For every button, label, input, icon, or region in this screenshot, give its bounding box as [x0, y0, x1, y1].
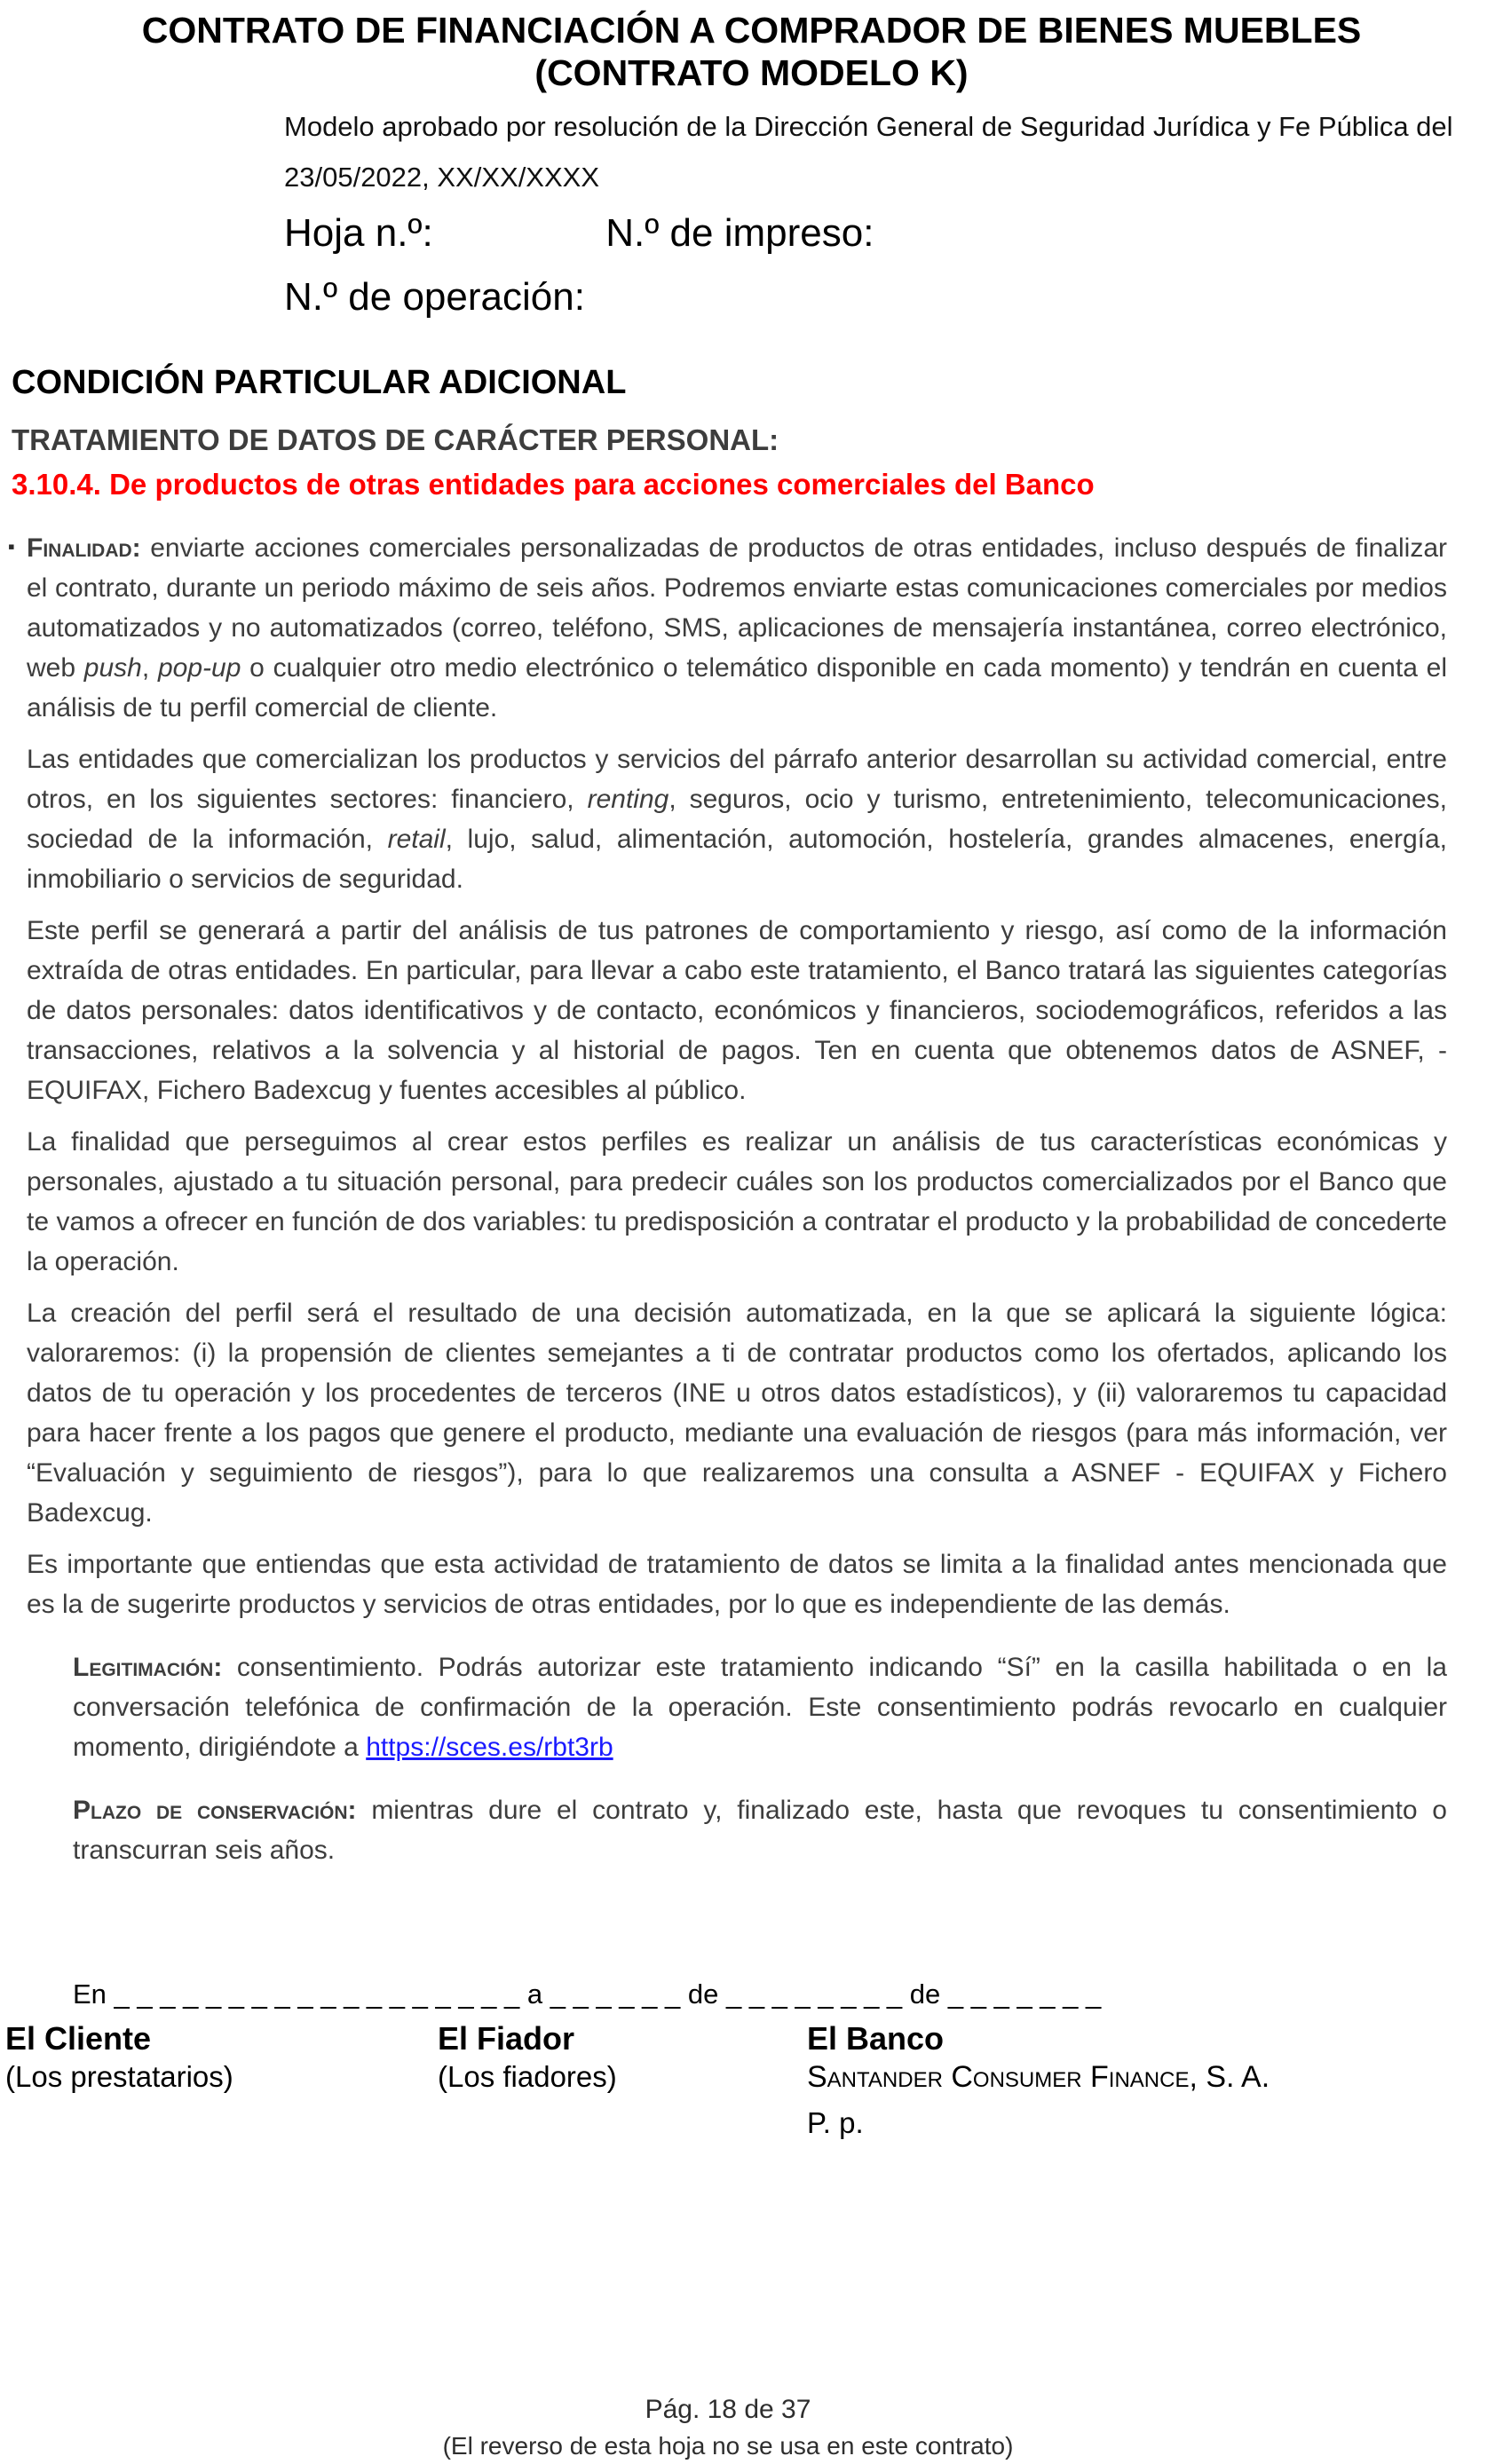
paragraph [8, 528, 1448, 728]
bullet-square-icon: ▪ [8, 535, 15, 557]
signer-role-subtitle: (Los fiadores) [438, 2060, 617, 2093]
body-text-run: mientras dure el contrato y, finalizado este, hasta que revoques tu consentimiento o transcurran seis años. [73, 1796, 1447, 1865]
body-text-run: La finalidad que perseguimos al crear estos perfiles es realizar un análisis de tus características económicas y personales, ajustado a tu situación personal, para predecir cuáles son los productos comercializados por el Banco que te vamos a ofrecer en función de dos variables: tu predisposición a contratar el producto y la probabilidad de concederte la operación. [27, 1127, 1447, 1276]
paragraph [27, 1647, 1447, 1767]
body-text-run: Este perfil se generará a partir del análisis de tus patrones de comportamiento y riesgo, así como de la información extraída de otras entidades. En particular, para llevar a cabo este tratamiento, el Banco tratará las siguientes categorías de datos personales: datos identificativos y de contacto, económicos y financieros, sociodemográficos, referidos a las transacciones, relativos a la solvencia y al historial de pagos. Ten en cuenta que obtenemos datos de ASNEF, -EQUIFAX, Fichero Badexcug y fuentes accesibles al público. [27, 916, 1447, 1105]
body-text-run: Las entidades que comercializan los productos y servicios del párrafo anterior desarrollan su actividad comercial, entre otros, en los siguientes sectores: financiero, [27, 745, 1447, 814]
header-meta-block [284, 101, 1503, 329]
body-text-run: Es importante que entiendas que esta actividad de tratamiento de datos se limita a la finalidad antes mencionada que es la de sugerirte productos y servicios de otras entidades, por lo que es independiente de las demás. [27, 1550, 1447, 1619]
operation-number-label: N.º de operación: [284, 275, 585, 319]
paragraph [27, 1293, 1447, 1533]
paragraph [27, 1544, 1447, 1624]
signer-role-subtitle: (Los prestatarios) [5, 2060, 233, 2093]
smallcaps-keyword: Finalidad: [27, 533, 141, 563]
body-text-run: , [141, 653, 158, 683]
smallcaps-keyword: Legitimación: [73, 1653, 223, 1682]
signer-role-label: El Cliente [5, 2020, 152, 2057]
signature-column [438, 2019, 807, 2142]
body-text-run: consentimiento. Podrás autorizar este tratamiento indicando “Sí” en la casilla habilitada o en la conversación telefónica de confirmación de la operación. Este consentimiento podrás revocarlo en cualquier momento, dirigiéndote a [73, 1653, 1447, 1762]
signer-role-label: El Fiador [438, 2020, 575, 2057]
approval-resolution-line2: 23/05/2022, XX/XX/XXXX [284, 162, 600, 193]
place-date-fill-line: En _ _ _ _ _ _ _ _ _ _ _ _ _ _ _ _ _ _ a _ _ _ _ _ _ de _ _ _ _ _ _ _ _ de _ _ _ _ _ _ _ [73, 1978, 1102, 2010]
signer-role-label: El Banco [807, 2020, 945, 2057]
body-text-run: , lujo, salud, alimentación, automoción, hostelería, grandes almacenes, energía, inmobiliario o servicios de seguridad. [27, 825, 1447, 894]
italic-term: pop-up [157, 653, 241, 683]
italic-term: retail [387, 825, 446, 854]
approval-resolution-line1: Modelo aprobado por resolución de la Dirección General de Seguridad Jurídica y Fe Pública del [284, 111, 1453, 142]
signature-column [5, 2019, 438, 2142]
body-text-run: , seguros, ocio y turismo, entretenimiento, telecomunicaciones, sociedad de la información, [27, 785, 1447, 854]
paragraph [27, 911, 1447, 1110]
per-procurationem-label: P. p. [807, 2106, 864, 2139]
consent-revocation-link[interactable]: https://sces.es/rbt3rb [366, 1733, 613, 1762]
signature-column [807, 2019, 1499, 2142]
paragraph [27, 1122, 1447, 1282]
bank-legal-name: Santander Consumer Finance, S. A. [807, 2060, 1270, 2094]
document-title-line1: CONTRATO DE FINANCIACIÓN A COMPRADOR DE BIENES MUEBLES [141, 10, 1362, 51]
heading-clause-3104: 3.10.4. De productos de otras entidades para acciones comerciales del Banco [12, 468, 1095, 501]
sheet-number-label: Hoja n.º: [284, 211, 433, 255]
page-footer [0, 2391, 1456, 2464]
print-number-label: N.º de impreso: [605, 211, 874, 255]
italic-term: renting [587, 785, 669, 814]
paragraph [27, 739, 1447, 899]
reverse-side-note: (El reverso de esta hoja no se usa en este contrato) [442, 2432, 1014, 2460]
signature-columns [5, 2019, 1503, 2142]
signature-block [5, 1978, 1503, 2142]
page-number: Pág. 18 de 37 [645, 2395, 811, 2424]
body-text-run: enviarte acciones comerciales personalizadas de productos de otras entidades, incluso después de finalizar el contrato, durante un periodo máximo de seis años. Podremos enviarte estas comunicaciones comerciales por medios automatizados y no automatizados (correo, teléfono, SMS, aplicaciones de mensajería instantánea, correo electrónico, web [27, 533, 1447, 683]
smallcaps-keyword: Plazo de conservación: [73, 1796, 357, 1825]
paragraph [27, 1790, 1447, 1870]
body-text-run: La creación del perfil será el resultado de una decisión automatizada, en la que se aplicará la siguiente lógica: valoraremos: (i) la propensión de clientes semejantes a ti de contratar productos como los ofertados, aplicando los datos de tu operación y los procedentes de terceros (INE u otros datos estadísticos), y (ii) valoraremos tu capacidad para hacer frente a los pagos que genere el producto, mediante una evaluación de riesgos (para más información, ver “Evaluación y seguimiento de riesgos”), para lo que realizaremos una consulta a ASNEF - EQUIFAX y Fichero Badexcug. [27, 1299, 1447, 1528]
sheet-print-row [284, 202, 1503, 265]
heading-particular-condition: CONDICIÓN PARTICULAR ADICIONAL [12, 364, 627, 401]
body-text-run: o cualquier otro medio electrónico o telemático disponible en cada momento) y tendrán en cuenta el análisis de tu perfil comercial de cliente. [27, 653, 1448, 723]
body-paragraphs [8, 528, 1448, 1870]
italic-term: push [83, 653, 142, 683]
document-title-line2: (CONTRATO MODELO K) [534, 52, 969, 93]
heading-data-treatment: TRATAMIENTO DE DATOS DE CARÁCTER PERSONAL: [12, 423, 779, 456]
